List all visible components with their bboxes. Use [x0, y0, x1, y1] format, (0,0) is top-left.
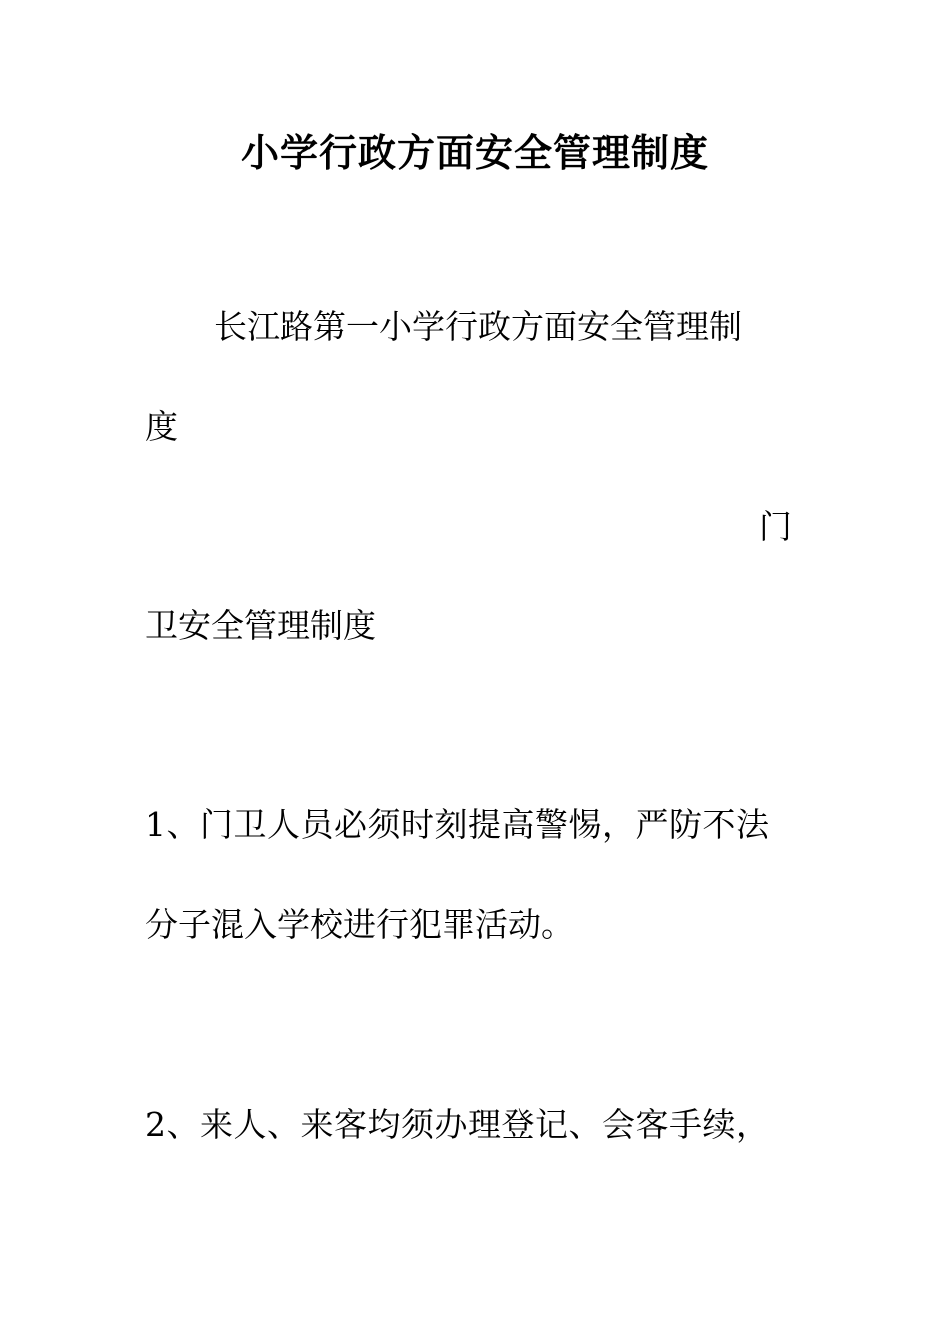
list-item-line: 分子混入学校进行犯罪活动。	[145, 905, 574, 944]
paragraph-line: 长江路第一小学行政方面安全管理制	[214, 307, 742, 346]
paragraph-line: 度	[145, 407, 178, 446]
list-item-line: 1、门卫人员必须时刻提高警惕，严防不法	[145, 805, 770, 844]
document-title: 小学行政方面安全管理制度	[240, 130, 709, 175]
list-item-line: 2、来人、来客均须办理登记、会客手续，	[145, 1105, 770, 1144]
paragraph-line: 门	[759, 507, 792, 546]
section-heading: 卫安全管理制度	[145, 606, 376, 645]
